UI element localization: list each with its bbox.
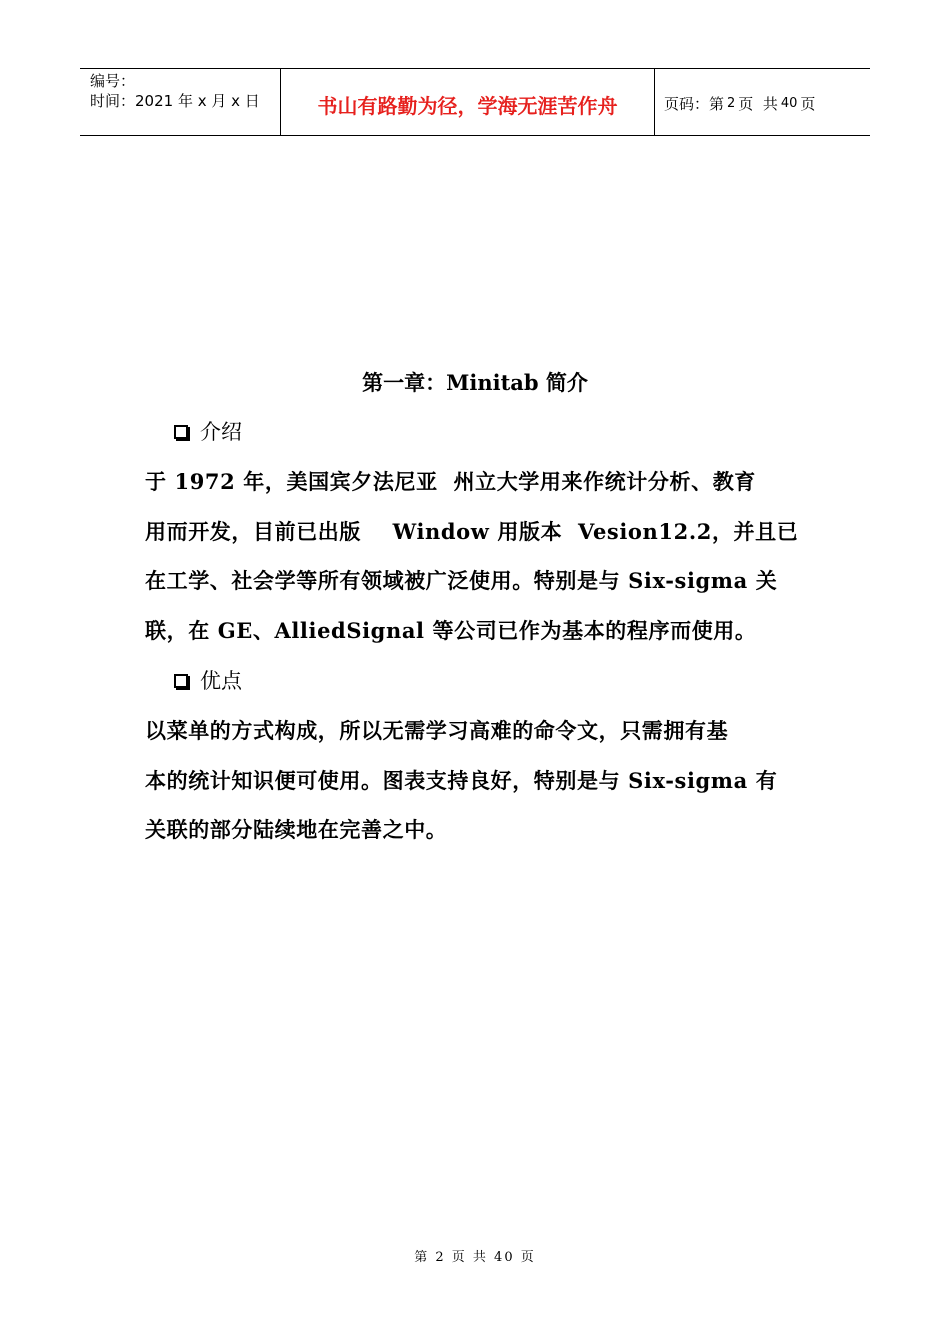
time-line (90, 91, 280, 111)
page-header (80, 68, 870, 136)
chapter-title: 第一章：Minitab 简介 (362, 370, 588, 395)
page-total: 40 (780, 95, 798, 111)
time-label: 时间： (90, 92, 136, 110)
paragraph-line: 关联的部分陆续地在完善之中。 (145, 817, 448, 843)
number-label: 编号： (90, 72, 136, 90)
paragraph-line: 本的统计知识便可使用。图表支持良好，特别是与 Six-sigma 有 (145, 767, 778, 793)
paragraph-line: 用而开发，目前已出版 Window 用版本 Vesion12.2，并且已 (145, 518, 799, 544)
checkbox-icon (174, 674, 188, 688)
section-heading-intro (174, 415, 242, 449)
paragraph-line: 联，在 GE、AlliedSignal 等公司已作为基本的程序而使用。 (145, 617, 757, 643)
section-paragraph-intro (145, 457, 815, 655)
checkbox-icon (174, 425, 188, 439)
paragraph-line: 于 1972 年，美国宾夕法尼亚 州立大学用来作统计分析、教育 (145, 469, 756, 494)
section-heading-label: 介绍 (200, 420, 242, 444)
page-prefix: 页码：第 (664, 94, 725, 113)
section-heading-advantages (174, 664, 242, 698)
time-year: 2021 (135, 92, 174, 110)
page-footer: 第 2 页 共 40 页 (414, 1250, 536, 1265)
time-rest: 年 x 月 x 日 (177, 92, 260, 110)
header-page-info (655, 69, 870, 135)
header-motto: 书山有路勤为径，学海无涯苦作舟 (281, 69, 655, 135)
section-heading-label: 优点 (200, 669, 242, 693)
paragraph-line: 在工学、社会学等所有领域被广泛使用。特别是与 Six-sigma 关 (145, 568, 778, 594)
paragraph-line: 以菜单的方式构成，所以无需学习高难的命令文，只需拥有基 (145, 718, 729, 743)
header-meta (80, 69, 281, 135)
page-suffix: 页 (800, 94, 816, 113)
section-paragraph-advantages (145, 706, 815, 855)
page-number: 2 (727, 95, 736, 111)
page-mid: 页 共 (738, 94, 778, 113)
